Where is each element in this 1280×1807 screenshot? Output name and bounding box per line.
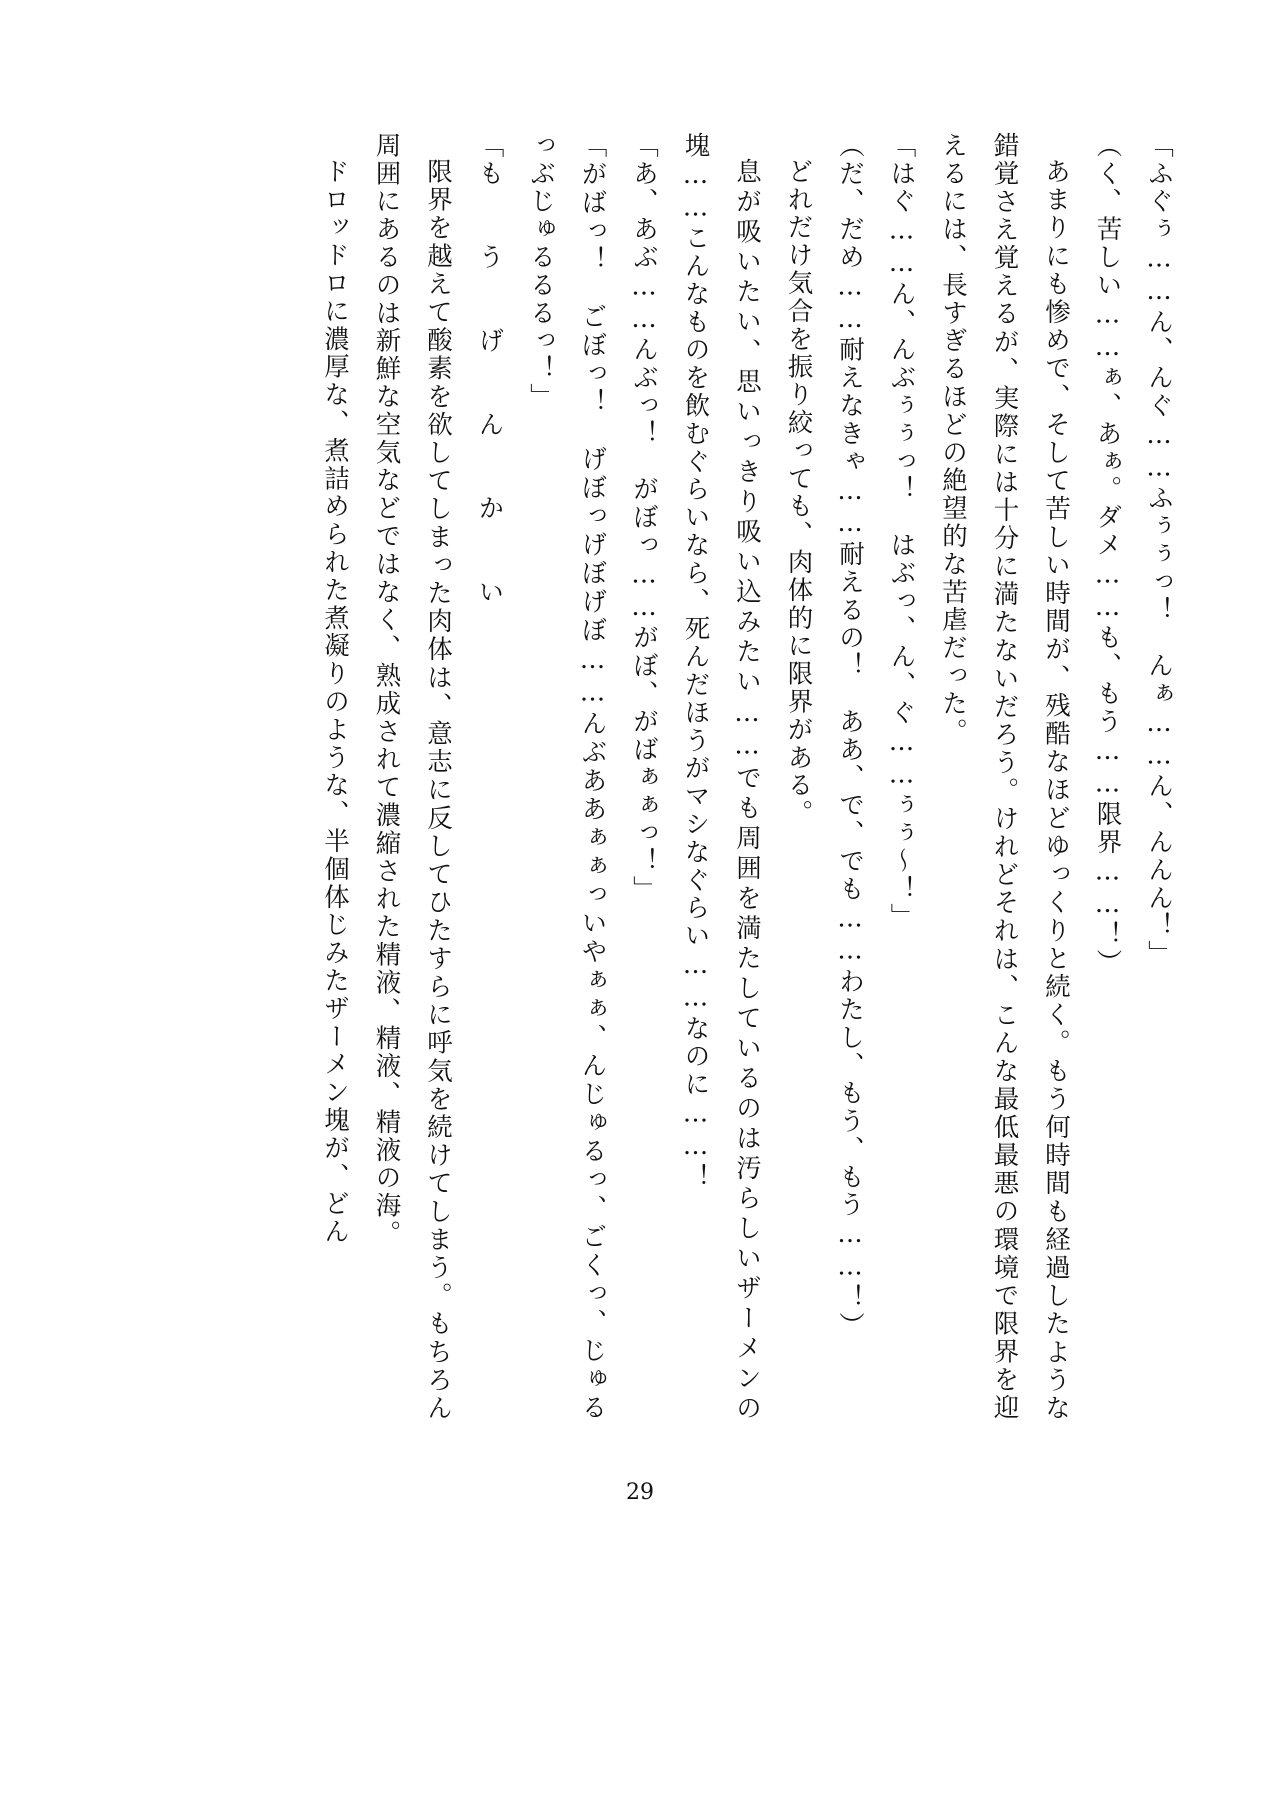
paragraph: （だ、だめ……耐えなきゃ……耐えるの！ ああ、で、でも……わたし、もう、もう……！） bbox=[835, 132, 865, 1340]
paragraph: あまりにも惨めで、そして苦しい時間が、残酷なほどゆっくりと続く。もう何時間も経過したような錯覚さえ覚えるが、実際には十分に満たないだろう。けれどそれは、こんな最低最悪の環境で限界を迎えるには、長すぎるほどの絶望的な苦虐だった。 bbox=[938, 132, 1071, 1422]
paragraph: 息が吸いたい、思いっきり吸い込みたい……でも周囲を満たしているのは汚らしいザーメンの塊……こんなものを飲むぐらいなら、死んだほうがマシなぐらい……なのに……！ bbox=[680, 132, 762, 1422]
paragraph: 「がばっ！ ごぼっ！ げぼっげぼげぼ……んぶああぁぁっいやぁぁ、んじゅるっ、ごくっ、じゅるっぶじゅるるるっ！」 bbox=[526, 132, 608, 1422]
paragraph: 限界を越えて酸素を欲してしまった肉体は、意志に反してひたすらに呼気を続けてしまう。もちろん周囲にあるのは新鮮な空気などではなく、熟成されて濃縮された精液、精液、精液の海。 bbox=[371, 132, 453, 1422]
paragraph: 「も う げ ん か い bbox=[474, 132, 505, 607]
paragraph: （く、苦しい……ぁ、あぁ。ダメ……も、もう……限界……！） bbox=[1092, 132, 1123, 978]
paragraph: ドロッドロに濃厚な、煮詰められた煮凝りのような、半個体じみたザーメン塊が、どん bbox=[320, 157, 350, 1246]
paragraph: どれだけ気合を振り絞っても、肉体的に限界がある。 bbox=[783, 157, 814, 828]
page-number: 29 bbox=[626, 1480, 654, 1505]
paragraph: 「はぐ……ん、んぶぅぅっ！ はぶっ、ん、ぐ……ぅぅ〜！」 bbox=[886, 132, 917, 932]
paragraph: 「あ、あぶ……んぶっ！ がぼっ……がぼ、がばぁぁっ！」 bbox=[629, 132, 659, 904]
vertical-text-body bbox=[304, 132, 1184, 1422]
paragraph: 「ふぐぅ……ん、んぐ……ふぅぅっ！ んぁ……ん、んんん！」 bbox=[1144, 132, 1174, 969]
